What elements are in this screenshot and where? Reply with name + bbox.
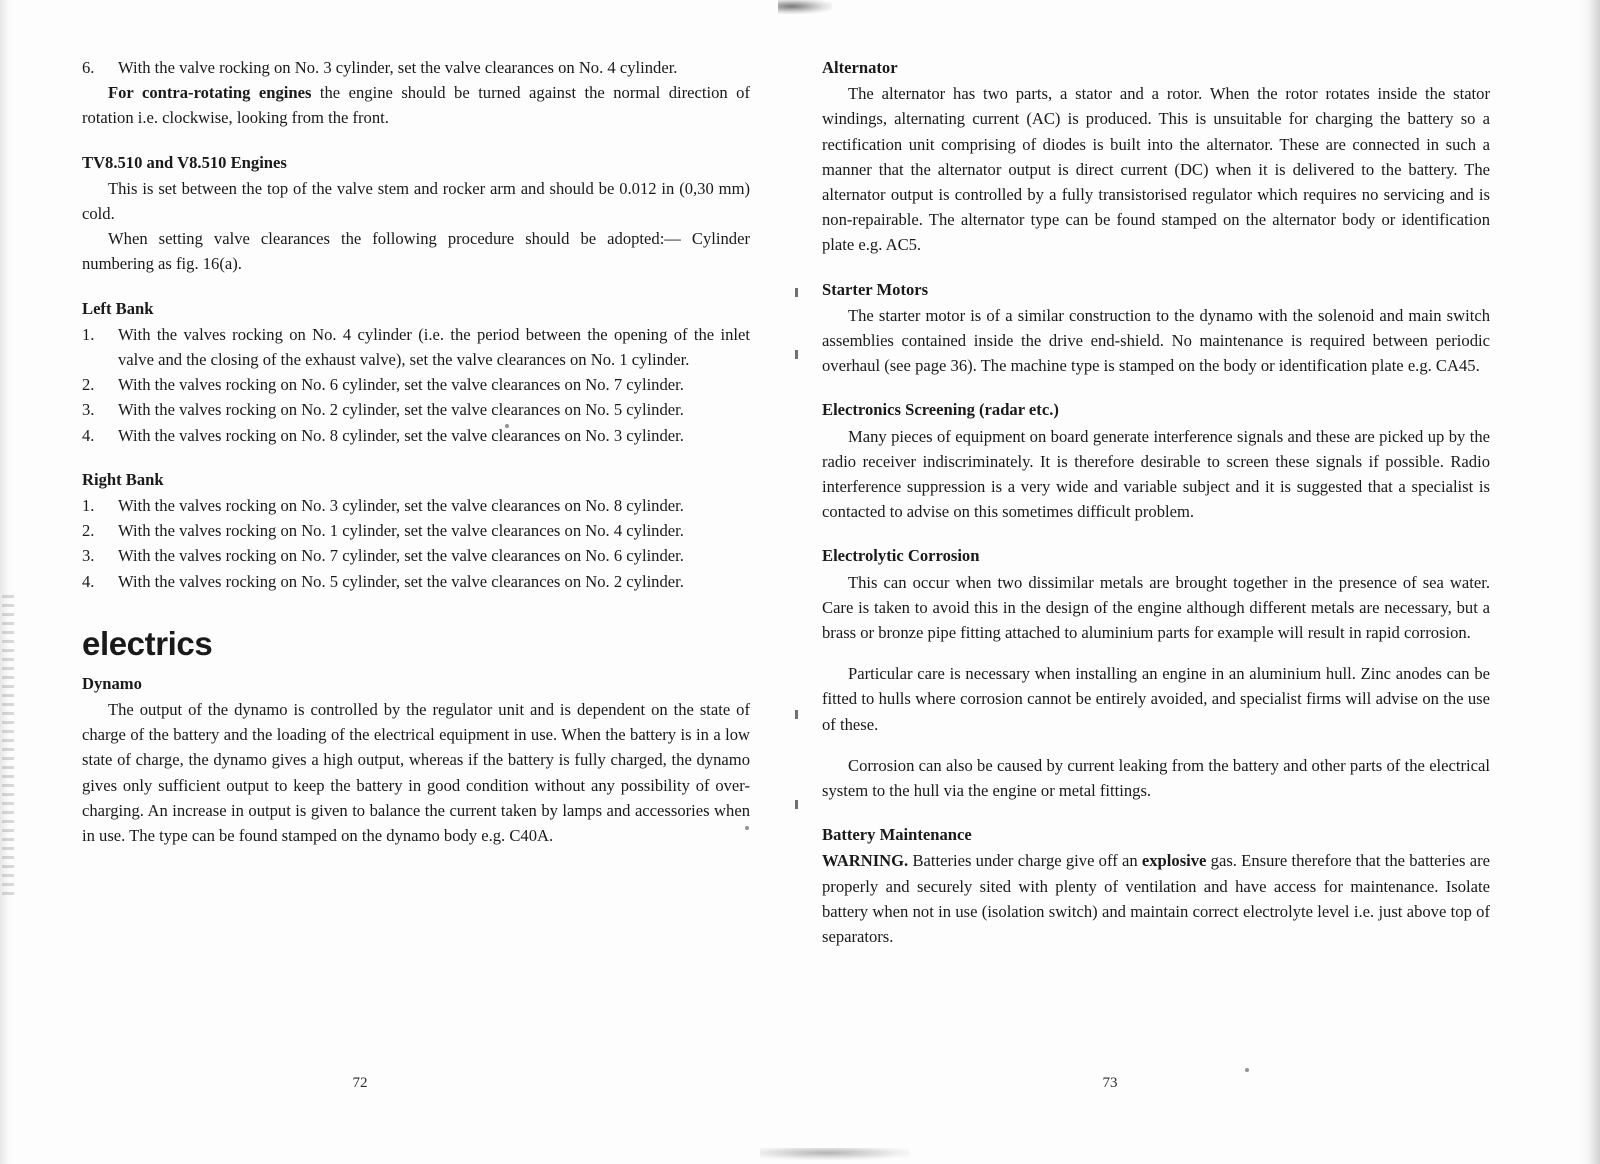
contra-rotating-paragraph — [82, 80, 750, 130]
step-text: With the valve rocking on No. 3 cylinder, set the valve clearances on No. 4 cylinder. — [118, 58, 678, 77]
heading-electrolytic-corrosion: Electrolytic Corrosion — [822, 546, 980, 566]
gutter-speckle-mark — [795, 288, 798, 297]
heading-battery-maintenance: Battery Maintenance — [822, 825, 972, 845]
step-text: With the valves rocking on No. 7 cylinder, set the valve clearances on No. 6 cylinder. — [118, 546, 684, 566]
list-item — [82, 423, 750, 448]
battery-warning-paragraph — [822, 848, 1490, 949]
gutter-speckle-mark — [795, 800, 798, 809]
gutter-top-scan-smudge — [778, 0, 832, 14]
gutter-bottom-scan-smudge — [760, 1148, 910, 1160]
left-page-edge-shadow — [0, 0, 14, 1164]
warning-label: WARNING. — [822, 851, 909, 871]
step-number: 2. — [82, 375, 95, 395]
heading-right-bank: Right Bank — [82, 469, 164, 489]
step-number: 1. — [82, 496, 95, 516]
contra-rotating-lead: For contra-rotating engines — [108, 83, 312, 103]
step-number: 6. — [82, 58, 95, 77]
engines-paragraph-2: When setting valve clearances the following procedure should be adopted:— Cylinder numbering as fig. 16(a). — [82, 229, 750, 274]
corrosion-paragraph-1: This can occur when two dissimilar metals are brought together in the presence of sea water. Care is taken to avoid this in the design of the engine although different metals are necessary, but a brass or bronze pipe fitting attached to aluminium parts for example will result in rapid corrosion. — [822, 572, 1490, 643]
left-page-column — [82, 55, 750, 848]
right-page-column — [822, 55, 1490, 949]
step-text: With the valves rocking on No. 1 cylinder, set the valve clearances on No. 4 cylinder. — [118, 521, 684, 541]
corrosion-paragraph-3: Corrosion can also be caused by current leaking from the battery and other parts of the electrical system to the hull via the engine or metal fittings. — [822, 755, 1490, 801]
continued-step-list — [82, 55, 750, 80]
list-item — [82, 493, 750, 518]
contra-rotating-rest: the engine should be turned against the normal direction of rotation i.e. clockwise, looking from the front. — [82, 83, 750, 128]
step-text: With the valves rocking on No. 6 cylinder, set the valve clearances on No. 7 cylinder. — [118, 375, 684, 395]
page-number-right: 73 — [1102, 1075, 1118, 1091]
page-number-left: 72 — [352, 1075, 368, 1091]
heading-tv8510-engines: TV8.510 and V8.510 Engines — [82, 152, 287, 172]
step-text: With the valves rocking on No. 5 cylinder, set the valve clearances on No. 2 cylinder. — [118, 571, 684, 591]
engines-paragraph-1: This is set between the top of the valve stem and rocker arm and should be 0.012 in (0,30 mm) cold. — [82, 178, 750, 224]
step-number: 4. — [82, 571, 95, 591]
step-number: 4. — [82, 425, 95, 445]
heading-starter-motors: Starter Motors — [822, 279, 929, 299]
list-item — [82, 55, 750, 80]
right-bank-step-list — [82, 493, 750, 594]
alternator-paragraph: The alternator has two parts, a stator and a rotor. When the rotor rotates inside the stator windings, alternating current (AC) is produced. This is unsuitable for charging the battery so a rectification unit comprising of diodes is built into the alternator. These are connected in such a manner that the alternator output is direct current (DC) when it is delivered to the battery. The alternator output is controlled by a fully transistorised regulator which requires no servicing and is non-repairable. The alternator type can be found stamped on the alternator body or identification plate e.g. AC5. — [822, 84, 1490, 255]
list-item — [82, 543, 750, 568]
gutter-speckle-mark — [795, 710, 798, 719]
left-edge-scan-speckle — [2, 595, 14, 895]
corrosion-paragraph-2: Particular care is necessary when installing an engine in an aluminium hull. Zinc anodes can be fitted to hulls where corrosion cannot be entirely avoided, and specialist firms will advise on the use of these. — [822, 664, 1490, 734]
stray-scan-dot — [1245, 1068, 1249, 1072]
explosive-emphasis: explosive — [1141, 851, 1207, 871]
list-item — [82, 322, 750, 372]
list-item — [82, 569, 750, 594]
step-number: 2. — [82, 521, 95, 541]
step-number: 3. — [82, 546, 95, 566]
step-number: 3. — [82, 400, 95, 420]
heading-electronics-screening: Electronics Screening (radar etc.) — [822, 400, 1059, 420]
step-text: With the valves rocking on No. 2 cylinder, set the valve clearances on No. 5 cylinder. — [118, 400, 684, 420]
battery-text-after-emphasis: gas. Ensure therefore that the batteries are properly and securely sited with plenty of ventilation and have access for maintenance. Isolate battery when not in use (isolation switch) and maintain correct electrolyte level i.e. just above top of separators. — [822, 851, 1490, 947]
left-bank-step-list — [82, 322, 750, 448]
heading-dynamo: Dynamo — [82, 673, 142, 693]
chapter-title-electrics: electrics — [82, 624, 213, 662]
step-text: With the valves rocking on No. 3 cylinder, set the valve clearances on No. 8 cylinder. — [118, 496, 684, 516]
gutter-speckle-mark — [795, 350, 798, 359]
list-item — [82, 372, 750, 397]
right-page-edge-shadow — [1578, 0, 1600, 1164]
battery-text-before-emphasis: Batteries under charge give off an — [908, 851, 1142, 871]
list-item — [82, 518, 750, 543]
step-text: With the valves rocking on No. 4 cylinder (i.e. the period between the opening of the inlet valve and the closing of the exhaust valve), set the valve clearances on No. 1 cylinder. — [118, 324, 750, 370]
dynamo-paragraph: The output of the dynamo is controlled by the regulator unit and is dependent on the state of charge of the battery and the loading of the electrical equipment in use. When the battery is in a low state of charge, the dynamo gives a high output, whereas if the battery is fully charged, the dynamo gives only sufficient output to keep the battery in good condition without any possibility of over-charging. An increase in output is given to balance the current taken by lamps and accessories when in use. The type can be found stamped on the dynamo body e.g. C40A. — [82, 700, 750, 846]
electronics-screening-paragraph: Many pieces of equipment on board generate interference signals and these are picked up by the radio receiver indiscriminately. It is therefore desirable to screen these signals if possible. Radio interference suppression is a very wide and variable subject and it is suggested that a specialist is contacted to advise on this sometimes difficult problem. — [822, 426, 1490, 522]
heading-alternator: Alternator — [822, 58, 898, 77]
heading-left-bank: Left Bank — [82, 298, 154, 318]
step-text: With the valves rocking on No. 8 cylinder, set the valve clearances on No. 3 cylinder. — [118, 425, 684, 445]
list-item — [82, 397, 750, 422]
starter-motors-paragraph: The starter motor is of a similar construction to the dynamo with the solenoid and main switch assemblies contained inside the drive end-shield. No maintenance is required between periodic overhaul (see page 36). The machine type is stamped on the body or identification plate e.g. CA45. — [822, 305, 1490, 376]
step-number: 1. — [82, 324, 95, 344]
